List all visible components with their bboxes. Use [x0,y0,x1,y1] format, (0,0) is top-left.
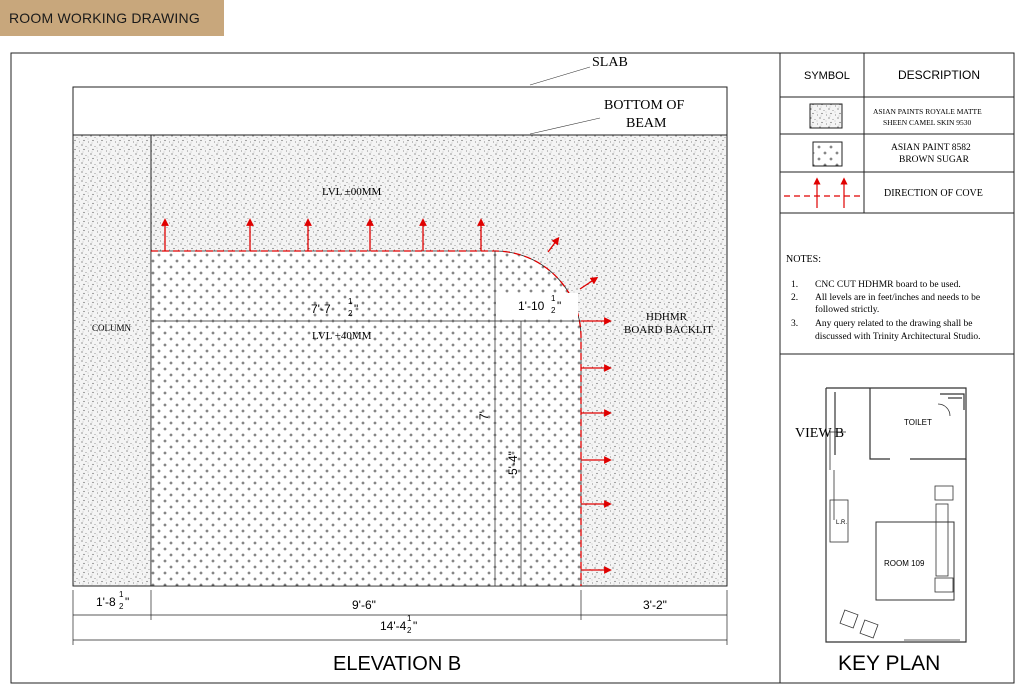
note-3-line-1: Any query related to the drawing shall be [815,319,973,329]
note-2-line-1: All levels are in feet/inches and needs to be [815,293,981,303]
bottom-dimensions [73,590,727,645]
dim-width-radius: 1'-10 [518,299,545,313]
dim-bottom-right: 3'-2" [643,598,667,612]
dim-overall-num: 1 [407,614,412,623]
header-title: ROOM WORKING DRAWING [9,10,200,26]
legend-row3-label: DIRECTION OF COVE [884,188,983,199]
symbol-camel-skin [810,104,842,128]
dim-width-radius-inch: " [557,299,562,313]
key-plan [826,388,966,642]
label-beam-2: BEAM [626,116,667,131]
notes-block [786,254,980,342]
dim-bottom-left: 1'-8 [96,595,116,609]
slab-leader [530,67,590,85]
dim-overall-inch: " [413,619,418,633]
key-plan-title: KEY PLAN [838,652,941,675]
dim-width-radius-num: 1 [551,294,556,303]
dim-bottom-left-den: 2 [119,602,124,611]
dim-overall: 14'-4 [380,619,407,633]
key-plan-lr: L.R. [836,520,848,526]
label-column: COLUMN [92,323,132,333]
key-plan-room: ROOM 109 [884,559,925,568]
dim-overall-den: 2 [407,626,412,635]
dim-width-main: 7'-7 [311,302,331,316]
note-1-num: 1. [791,280,799,290]
label-beam-1: BOTTOM OF [604,98,685,113]
dim-height-panel: 5'-4" [506,451,520,475]
note-2-line-2: followed strictly. [815,305,880,315]
symbol-cove-direction [784,181,860,208]
label-hdhmr-1: HDHMR [646,311,687,323]
dim-bottom-left-inch: " [125,595,130,609]
legend-row1-line1: ASIAN PAINTS ROYALE MATTE [873,107,982,116]
dim-width-radius-den: 2 [551,306,556,315]
dim-height-full: 7' [477,411,491,420]
legend-col-description: DESCRIPTION [898,68,981,82]
label-slab: SLAB [592,55,628,70]
legend-row2-line1: ASIAN PAINT 8582 [891,143,971,153]
key-plan-toilet: TOILET [904,418,932,427]
dim-width-main-inch: " [354,302,359,316]
label-lvl-mid: LVL +40MM [312,330,372,342]
dim-bottom-mid: 9'-6" [352,598,376,612]
symbol-brown-sugar [813,142,842,166]
note-3-num: 3. [791,319,799,329]
note-1-line-1: CNC CUT HDHMR board to be used. [815,280,961,290]
dim-bottom-left-num: 1 [119,590,124,599]
dim-width-main-num: 1 [348,297,353,306]
dim-width-main-den: 2 [348,309,353,318]
label-lvl-top: LVL ±00MM [322,186,382,198]
note-3-line-2: discussed with Trinity Architectural Studio. [815,332,981,342]
elevation-title: ELEVATION B [333,653,462,675]
key-plan-view-label: VIEW B [795,426,845,441]
legend-col-symbol: SYMBOL [804,70,850,82]
legend-row1-line2: SHEEN CAMEL SKIN 9530 [883,118,972,127]
legend-table [780,53,1014,213]
legend-row2-line2: BROWN SUGAR [899,155,969,165]
label-hdhmr-2: BOARD BACKLIT [624,324,713,336]
note-2-num: 2. [791,293,799,303]
notes-heading: NOTES: [786,254,821,265]
elevation-b [73,55,727,675]
